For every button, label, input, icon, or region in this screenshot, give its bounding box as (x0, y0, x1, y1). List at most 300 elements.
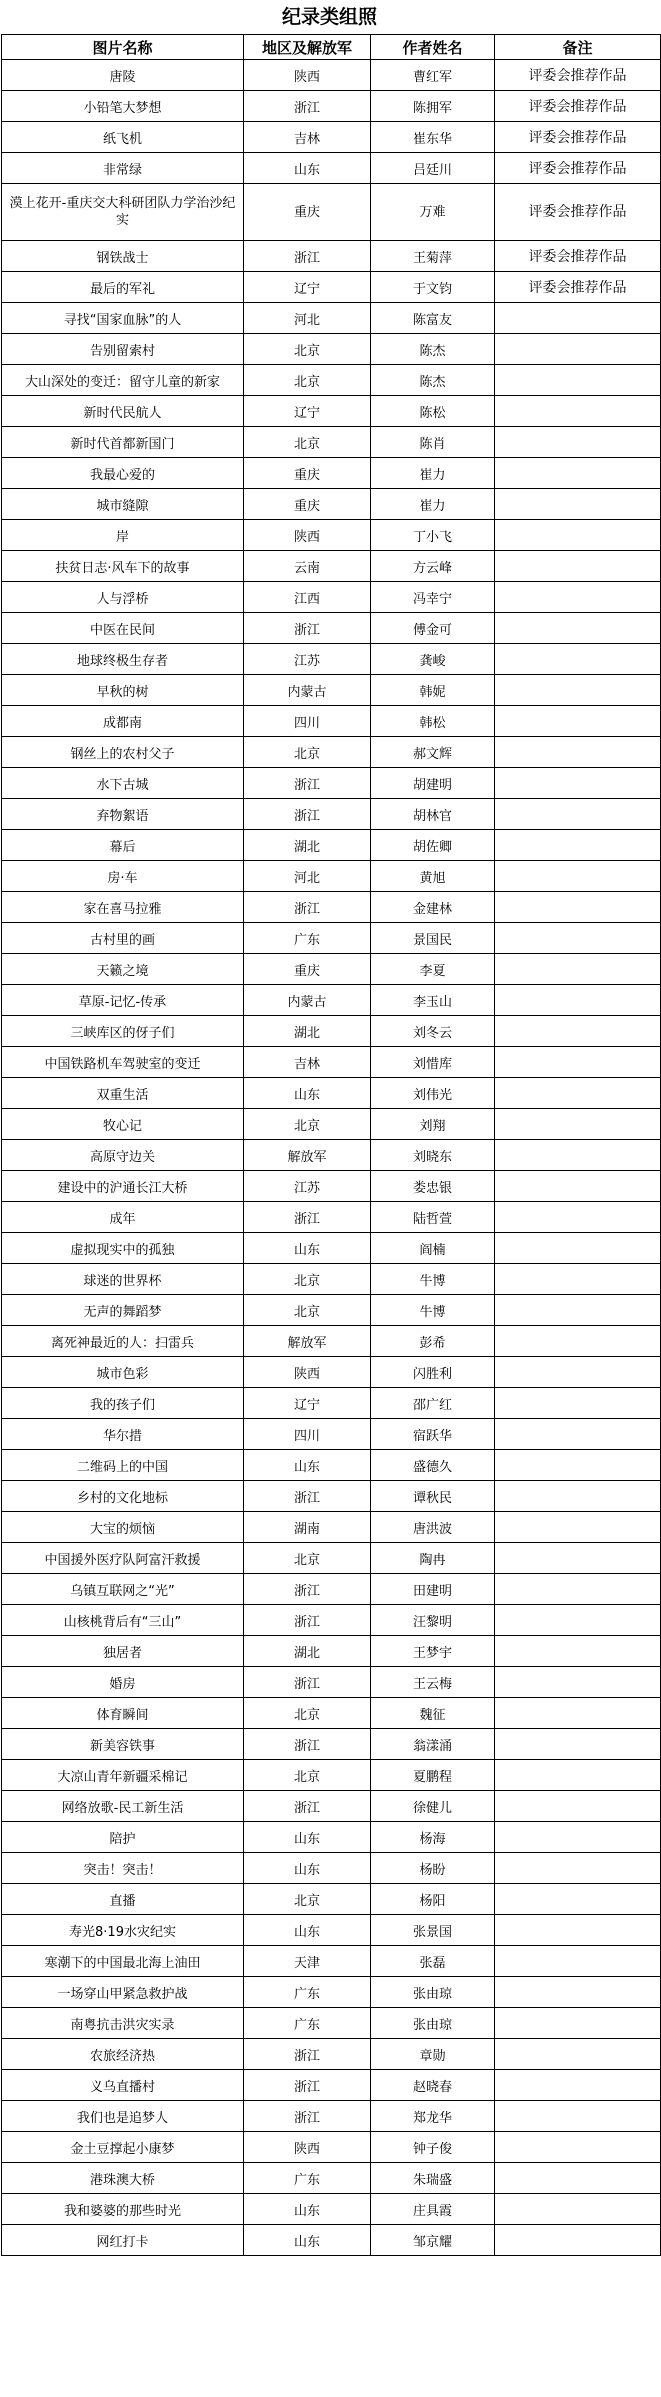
cell-author: 韩妮 (371, 675, 495, 706)
cell-author: 魏征 (371, 1698, 495, 1729)
cell-region: 山东 (244, 1233, 371, 1264)
cell-region: 北京 (244, 1760, 371, 1791)
table-row (2, 2194, 661, 2225)
table-row (2, 1419, 661, 1450)
cell-photo-title: 球迷的世界杯 (2, 1264, 244, 1295)
cell-note (495, 1760, 661, 1791)
cell-note (495, 1202, 661, 1233)
cell-author: 牛博 (371, 1264, 495, 1295)
cell-region: 河北 (244, 303, 371, 334)
cell-note (495, 1853, 661, 1884)
cell-photo-title: 独居者 (2, 1636, 244, 1667)
cell-author: 阎楠 (371, 1233, 495, 1264)
cell-photo-title: 中医在民间 (2, 613, 244, 644)
cell-region: 重庆 (244, 954, 371, 985)
cell-note (495, 1915, 661, 1946)
cell-note (495, 1419, 661, 1450)
cell-region: 北京 (244, 1295, 371, 1326)
table-row (2, 1512, 661, 1543)
table-row (2, 1202, 661, 1233)
table-header-row (2, 35, 661, 60)
cell-region: 江西 (244, 582, 371, 613)
table-row (2, 153, 661, 184)
cell-region: 湖北 (244, 830, 371, 861)
cell-author: 谭秋民 (371, 1481, 495, 1512)
cell-note (495, 1729, 661, 1760)
cell-note (495, 458, 661, 489)
table-row (2, 1357, 661, 1388)
cell-author: 盛德久 (371, 1450, 495, 1481)
cell-region: 山东 (244, 2225, 371, 2256)
cell-photo-title: 城市缝隙 (2, 489, 244, 520)
cell-photo-title: 直播 (2, 1884, 244, 1915)
cell-region: 山东 (244, 1853, 371, 1884)
cell-note (495, 365, 661, 396)
cell-photo-title: 成都南 (2, 706, 244, 737)
cell-author: 陆哲萱 (371, 1202, 495, 1233)
cell-photo-title: 岸 (2, 520, 244, 551)
cell-region: 解放军 (244, 1140, 371, 1171)
cell-region: 北京 (244, 737, 371, 768)
cell-note (495, 2008, 661, 2039)
table-row (2, 458, 661, 489)
table-row (2, 1822, 661, 1853)
cell-region: 湖北 (244, 1016, 371, 1047)
cell-note (495, 489, 661, 520)
cell-photo-title: 突击！突击！ (2, 1853, 244, 1884)
cell-author: 龚峻 (371, 644, 495, 675)
cell-region: 北京 (244, 365, 371, 396)
cell-note (495, 2039, 661, 2070)
cell-photo-title: 农旅经济热 (2, 2039, 244, 2070)
cell-photo-title: 离死神最近的人：扫雷兵 (2, 1326, 244, 1357)
table-row (2, 2163, 661, 2194)
cell-photo-title: 婚房 (2, 1667, 244, 1698)
cell-region: 辽宁 (244, 272, 371, 303)
cell-photo-title: 山核桃背后有“三山” (2, 1605, 244, 1636)
table-row (2, 1667, 661, 1698)
cell-note (495, 799, 661, 830)
table-row (2, 2039, 661, 2070)
cell-photo-title: 新美容铁事 (2, 1729, 244, 1760)
cell-note (495, 1543, 661, 1574)
cell-author: 刘晓东 (371, 1140, 495, 1171)
cell-author: 傅金可 (371, 613, 495, 644)
cell-note (495, 1264, 661, 1295)
cell-note (495, 1884, 661, 1915)
cell-author: 刘伟光 (371, 1078, 495, 1109)
header-photo-title: 图片名称 (2, 35, 244, 60)
cell-note: 评委会推荐作品 (495, 60, 661, 91)
table-row (2, 1605, 661, 1636)
table-row (2, 1171, 661, 1202)
cell-region: 四川 (244, 706, 371, 737)
cell-region: 北京 (244, 1698, 371, 1729)
cell-photo-title: 地球终极生存者 (2, 644, 244, 675)
cell-photo-title: 钢铁战士 (2, 241, 244, 272)
table-row (2, 1016, 661, 1047)
cell-photo-title: 城市色彩 (2, 1357, 244, 1388)
cell-author: 陈松 (371, 396, 495, 427)
cell-region: 浙江 (244, 1791, 371, 1822)
cell-photo-title: 大宝的烦恼 (2, 1512, 244, 1543)
cell-author: 陈肖 (371, 427, 495, 458)
cell-region: 河北 (244, 861, 371, 892)
cell-photo-title: 唐陵 (2, 60, 244, 91)
cell-photo-title: 幕后 (2, 830, 244, 861)
cell-author: 李玉山 (371, 985, 495, 1016)
cell-note (495, 520, 661, 551)
cell-author: 金建林 (371, 892, 495, 923)
cell-author: 韩松 (371, 706, 495, 737)
cell-region: 广东 (244, 923, 371, 954)
cell-note (495, 1357, 661, 1388)
cell-region: 吉林 (244, 1047, 371, 1078)
cell-author: 朱瑞盛 (371, 2163, 495, 2194)
table-row (2, 1636, 661, 1667)
cell-region: 浙江 (244, 1605, 371, 1636)
cell-author: 张由琼 (371, 1977, 495, 2008)
cell-photo-title: 古村里的画 (2, 923, 244, 954)
cell-author: 牛博 (371, 1295, 495, 1326)
cell-author: 钟子俊 (371, 2132, 495, 2163)
table-row (2, 2101, 661, 2132)
table-row (2, 675, 661, 706)
cell-author: 陈拥军 (371, 91, 495, 122)
cell-photo-title: 家在喜马拉雅 (2, 892, 244, 923)
cell-note (495, 551, 661, 582)
cell-note (495, 1605, 661, 1636)
cell-region: 浙江 (244, 1667, 371, 1698)
cell-region: 山东 (244, 1915, 371, 1946)
cell-region: 辽宁 (244, 396, 371, 427)
cell-photo-title: 寒潮下的中国最北海上油田 (2, 1946, 244, 1977)
table-row (2, 1109, 661, 1140)
table-row (2, 91, 661, 122)
cell-author: 赵晓春 (371, 2070, 495, 2101)
cell-note (495, 1512, 661, 1543)
cell-note: 评委会推荐作品 (495, 91, 661, 122)
cell-author: 胡佐卿 (371, 830, 495, 861)
cell-note (495, 768, 661, 799)
cell-photo-title: 乌镇互联网之“光” (2, 1574, 244, 1605)
table-row (2, 830, 661, 861)
cell-note (495, 1946, 661, 1977)
cell-photo-title: 最后的军礼 (2, 272, 244, 303)
cell-photo-title: 网红打卡 (2, 2225, 244, 2256)
cell-note (495, 1326, 661, 1357)
cell-region: 浙江 (244, 91, 371, 122)
table-row (2, 706, 661, 737)
cell-region: 湖南 (244, 1512, 371, 1543)
table-row (2, 1078, 661, 1109)
table-row (2, 1233, 661, 1264)
cell-region: 陕西 (244, 2132, 371, 2163)
table-row (2, 303, 661, 334)
table-row (2, 551, 661, 582)
cell-author: 邵广红 (371, 1388, 495, 1419)
cell-region: 山东 (244, 2194, 371, 2225)
cell-region: 重庆 (244, 184, 371, 241)
cell-note (495, 2225, 661, 2256)
cell-region: 广东 (244, 1977, 371, 2008)
cell-author: 曹红军 (371, 60, 495, 91)
cell-region: 北京 (244, 334, 371, 365)
cell-photo-title: 我最心爱的 (2, 458, 244, 489)
cell-photo-title: 乡村的文化地标 (2, 1481, 244, 1512)
cell-region: 山东 (244, 153, 371, 184)
cell-region: 山东 (244, 1078, 371, 1109)
cell-note (495, 1047, 661, 1078)
cell-region: 云南 (244, 551, 371, 582)
cell-author: 郑龙华 (371, 2101, 495, 2132)
cell-photo-title: 纸飞机 (2, 122, 244, 153)
cell-region: 浙江 (244, 613, 371, 644)
cell-note (495, 2101, 661, 2132)
cell-photo-title: 水下古城 (2, 768, 244, 799)
cell-photo-title: 我和婆婆的那些时光 (2, 2194, 244, 2225)
cell-photo-title: 非常绿 (2, 153, 244, 184)
table-row (2, 489, 661, 520)
cell-note (495, 1667, 661, 1698)
cell-photo-title: 寿光8·19水灾纪实 (2, 1915, 244, 1946)
cell-photo-title: 早秋的树 (2, 675, 244, 706)
table-row (2, 2008, 661, 2039)
table-row (2, 1791, 661, 1822)
table-row (2, 1760, 661, 1791)
table-row (2, 923, 661, 954)
cell-photo-title: 大山深处的变迁：留守儿童的新家 (2, 365, 244, 396)
table-row (2, 1853, 661, 1884)
cell-author: 陶冉 (371, 1543, 495, 1574)
cell-note (495, 1636, 661, 1667)
table-row (2, 2225, 661, 2256)
cell-author: 方云峰 (371, 551, 495, 582)
cell-author: 于文钧 (371, 272, 495, 303)
table-row (2, 644, 661, 675)
cell-photo-title: 义乌直播村 (2, 2070, 244, 2101)
table-row (2, 520, 661, 551)
cell-photo-title: 港珠澳大桥 (2, 2163, 244, 2194)
cell-note (495, 861, 661, 892)
cell-author: 王云梅 (371, 1667, 495, 1698)
cell-region: 陕西 (244, 60, 371, 91)
cell-note (495, 1977, 661, 2008)
cell-photo-title: 华尔措 (2, 1419, 244, 1450)
cell-note (495, 1791, 661, 1822)
cell-photo-title: 人与浮桥 (2, 582, 244, 613)
cell-note (495, 1140, 661, 1171)
cell-note (495, 396, 661, 427)
cell-region: 山东 (244, 1822, 371, 1853)
cell-note (495, 644, 661, 675)
cell-author: 刘翔 (371, 1109, 495, 1140)
cell-author: 田建明 (371, 1574, 495, 1605)
cell-region: 吉林 (244, 122, 371, 153)
table-row (2, 1729, 661, 1760)
table-row (2, 60, 661, 91)
cell-note (495, 892, 661, 923)
cell-note (495, 675, 661, 706)
cell-region: 北京 (244, 1543, 371, 1574)
results-table (1, 34, 661, 2256)
cell-region: 北京 (244, 1109, 371, 1140)
cell-author: 徐健儿 (371, 1791, 495, 1822)
cell-author: 刘冬云 (371, 1016, 495, 1047)
cell-region: 浙江 (244, 799, 371, 830)
cell-author: 张磊 (371, 1946, 495, 1977)
cell-note (495, 582, 661, 613)
cell-author: 杨阳 (371, 1884, 495, 1915)
cell-author: 张由琼 (371, 2008, 495, 2039)
cell-photo-title: 弃物絮语 (2, 799, 244, 830)
table-row (2, 737, 661, 768)
cell-note: 评委会推荐作品 (495, 122, 661, 153)
cell-region: 广东 (244, 2008, 371, 2039)
table-row (2, 1698, 661, 1729)
cell-note (495, 1109, 661, 1140)
cell-region: 浙江 (244, 892, 371, 923)
table-row (2, 1140, 661, 1171)
cell-photo-title: 三峡库区的伢子们 (2, 1016, 244, 1047)
table-row (2, 1481, 661, 1512)
cell-photo-title: 网络放歌-民工新生活 (2, 1791, 244, 1822)
cell-note (495, 1016, 661, 1047)
table-row (2, 1884, 661, 1915)
table-row (2, 1543, 661, 1574)
cell-note (495, 1171, 661, 1202)
cell-note (495, 1233, 661, 1264)
cell-author: 胡建明 (371, 768, 495, 799)
cell-photo-title: 建设中的沪通长江大桥 (2, 1171, 244, 1202)
cell-note (495, 1822, 661, 1853)
cell-author: 杨盼 (371, 1853, 495, 1884)
cell-photo-title: 我们也是追梦人 (2, 2101, 244, 2132)
cell-region: 四川 (244, 1419, 371, 1450)
cell-photo-title: 天籁之境 (2, 954, 244, 985)
cell-note (495, 2070, 661, 2101)
table-row (2, 2070, 661, 2101)
cell-note (495, 1481, 661, 1512)
cell-region: 浙江 (244, 1481, 371, 1512)
table-row (2, 892, 661, 923)
cell-author: 唐洪波 (371, 1512, 495, 1543)
cell-region: 重庆 (244, 458, 371, 489)
table-row (2, 1946, 661, 1977)
cell-region: 解放军 (244, 1326, 371, 1357)
cell-author: 夏鹏程 (371, 1760, 495, 1791)
table-row (2, 272, 661, 303)
cell-note (495, 2194, 661, 2225)
cell-author: 杨海 (371, 1822, 495, 1853)
cell-note (495, 830, 661, 861)
header-region: 地区及解放军 (244, 35, 371, 60)
cell-note (495, 985, 661, 1016)
cell-author: 冯幸宁 (371, 582, 495, 613)
table-row (2, 396, 661, 427)
table-row (2, 1915, 661, 1946)
cell-note (495, 2163, 661, 2194)
cell-region: 天津 (244, 1946, 371, 1977)
cell-photo-title: 一场穿山甲紧急救护战 (2, 1977, 244, 2008)
table-row (2, 1047, 661, 1078)
cell-photo-title: 新时代首都新国门 (2, 427, 244, 458)
cell-photo-title: 钢丝上的农村父子 (2, 737, 244, 768)
cell-photo-title: 二维码上的中国 (2, 1450, 244, 1481)
cell-photo-title: 陪护 (2, 1822, 244, 1853)
table-row (2, 1388, 661, 1419)
cell-region: 北京 (244, 1264, 371, 1295)
cell-photo-title: 新时代民航人 (2, 396, 244, 427)
cell-author: 丁小飞 (371, 520, 495, 551)
cell-author: 崔力 (371, 489, 495, 520)
cell-author: 张景国 (371, 1915, 495, 1946)
cell-region: 浙江 (244, 2070, 371, 2101)
cell-author: 陈杰 (371, 334, 495, 365)
cell-region: 浙江 (244, 2101, 371, 2132)
cell-photo-title: 无声的舞蹈梦 (2, 1295, 244, 1326)
cell-author: 景国民 (371, 923, 495, 954)
cell-author: 王梦宇 (371, 1636, 495, 1667)
cell-note: 评委会推荐作品 (495, 153, 661, 184)
cell-region: 辽宁 (244, 1388, 371, 1419)
cell-note: 评委会推荐作品 (495, 272, 661, 303)
cell-note (495, 954, 661, 985)
cell-photo-title: 中国援外医疗队阿富汗救援 (2, 1543, 244, 1574)
cell-photo-title: 大凉山青年新疆采棉记 (2, 1760, 244, 1791)
table-row (2, 1450, 661, 1481)
cell-photo-title: 寻找“国家血脉”的人 (2, 303, 244, 334)
cell-author: 吕廷川 (371, 153, 495, 184)
cell-note (495, 1388, 661, 1419)
cell-region: 浙江 (244, 1574, 371, 1605)
cell-region: 浙江 (244, 241, 371, 272)
cell-author: 王菊萍 (371, 241, 495, 272)
cell-photo-title: 我的孩子们 (2, 1388, 244, 1419)
cell-note (495, 613, 661, 644)
table-row (2, 427, 661, 458)
cell-author: 胡林官 (371, 799, 495, 830)
cell-note (495, 334, 661, 365)
cell-note (495, 303, 661, 334)
header-note: 备注 (495, 35, 661, 60)
cell-note (495, 1078, 661, 1109)
cell-note: 评委会推荐作品 (495, 241, 661, 272)
cell-author: 彭希 (371, 1326, 495, 1357)
cell-photo-title: 高原守边关 (2, 1140, 244, 1171)
cell-photo-title: 体育瞬间 (2, 1698, 244, 1729)
cell-note (495, 923, 661, 954)
cell-note (495, 2132, 661, 2163)
table-row (2, 184, 661, 241)
cell-author: 娄忠银 (371, 1171, 495, 1202)
cell-region: 陕西 (244, 520, 371, 551)
cell-author: 陈富友 (371, 303, 495, 334)
cell-author: 李夏 (371, 954, 495, 985)
cell-photo-title: 南粤抗击洪灾实录 (2, 2008, 244, 2039)
cell-region: 山东 (244, 1450, 371, 1481)
cell-region: 江苏 (244, 644, 371, 675)
cell-author: 陈杰 (371, 365, 495, 396)
table-row (2, 613, 661, 644)
table-row (2, 582, 661, 613)
table-row (2, 861, 661, 892)
table-row (2, 768, 661, 799)
cell-photo-title: 成年 (2, 1202, 244, 1233)
cell-author: 庄具霞 (371, 2194, 495, 2225)
cell-region: 浙江 (244, 1729, 371, 1760)
table-row (2, 1977, 661, 2008)
